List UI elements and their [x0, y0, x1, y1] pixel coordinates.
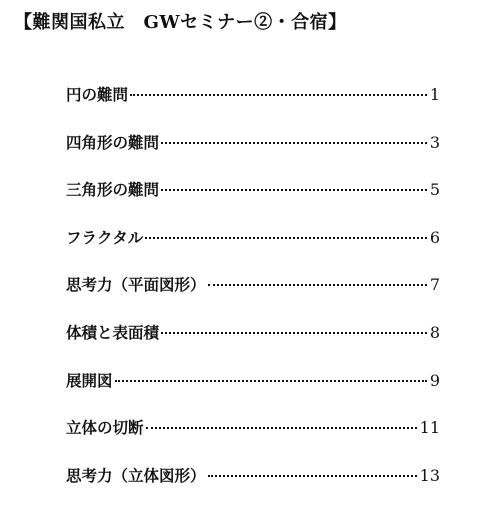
- dot-leader: [161, 332, 427, 334]
- toc-entry-title: 展開図: [66, 370, 113, 390]
- toc-entry-triangle: [66, 178, 440, 226]
- toc-entry-title: フラクタル: [66, 227, 144, 247]
- dot-leader: [208, 475, 417, 477]
- toc-entry-nets: [66, 369, 440, 417]
- dot-leader: [115, 380, 427, 382]
- toc-entry-circle: [66, 83, 440, 131]
- toc-entry-title: 四角形の難問: [66, 132, 160, 152]
- toc-entry-plane-figures: [66, 273, 440, 321]
- toc-entry-page-number: 7: [429, 275, 440, 295]
- toc-entry-title: 体積と表面積: [66, 322, 160, 342]
- dot-leader: [161, 142, 427, 144]
- table-of-contents: [66, 83, 440, 511]
- toc-entry-solid-sections: [66, 416, 440, 464]
- toc-entry-page-number: 5: [429, 180, 440, 200]
- toc-entry-fractal: [66, 226, 440, 274]
- dot-leader: [146, 427, 417, 429]
- toc-entry-quadrilateral: [66, 131, 440, 179]
- document-title: 【難関国私立 GWセミナー②・合宿】: [14, 12, 347, 33]
- dot-leader: [130, 94, 427, 96]
- toc-entry-title: 思考力（平面図形）: [66, 275, 206, 295]
- toc-entry-title: 立体の切断: [66, 418, 144, 438]
- toc-entry-page-number: 9: [429, 370, 440, 390]
- toc-entry-volume-surface: [66, 321, 440, 369]
- toc-entry-page-number: 11: [419, 418, 440, 438]
- toc-entry-solid-figures: [66, 464, 440, 512]
- toc-entry-page-number: 3: [429, 132, 440, 152]
- dot-leader: [161, 189, 427, 191]
- toc-entry-title: 思考力（立体図形）: [66, 465, 206, 485]
- toc-entry-page-number: 1: [429, 85, 440, 104]
- toc-entry-title: 三角形の難問: [66, 180, 160, 200]
- dot-leader: [208, 284, 427, 286]
- toc-entry-title: 円の難問: [66, 85, 129, 104]
- toc-entry-page-number: 6: [429, 227, 440, 247]
- toc-entry-page-number: 13: [419, 465, 440, 485]
- toc-entry-page-number: 8: [429, 322, 440, 342]
- dot-leader: [145, 237, 427, 239]
